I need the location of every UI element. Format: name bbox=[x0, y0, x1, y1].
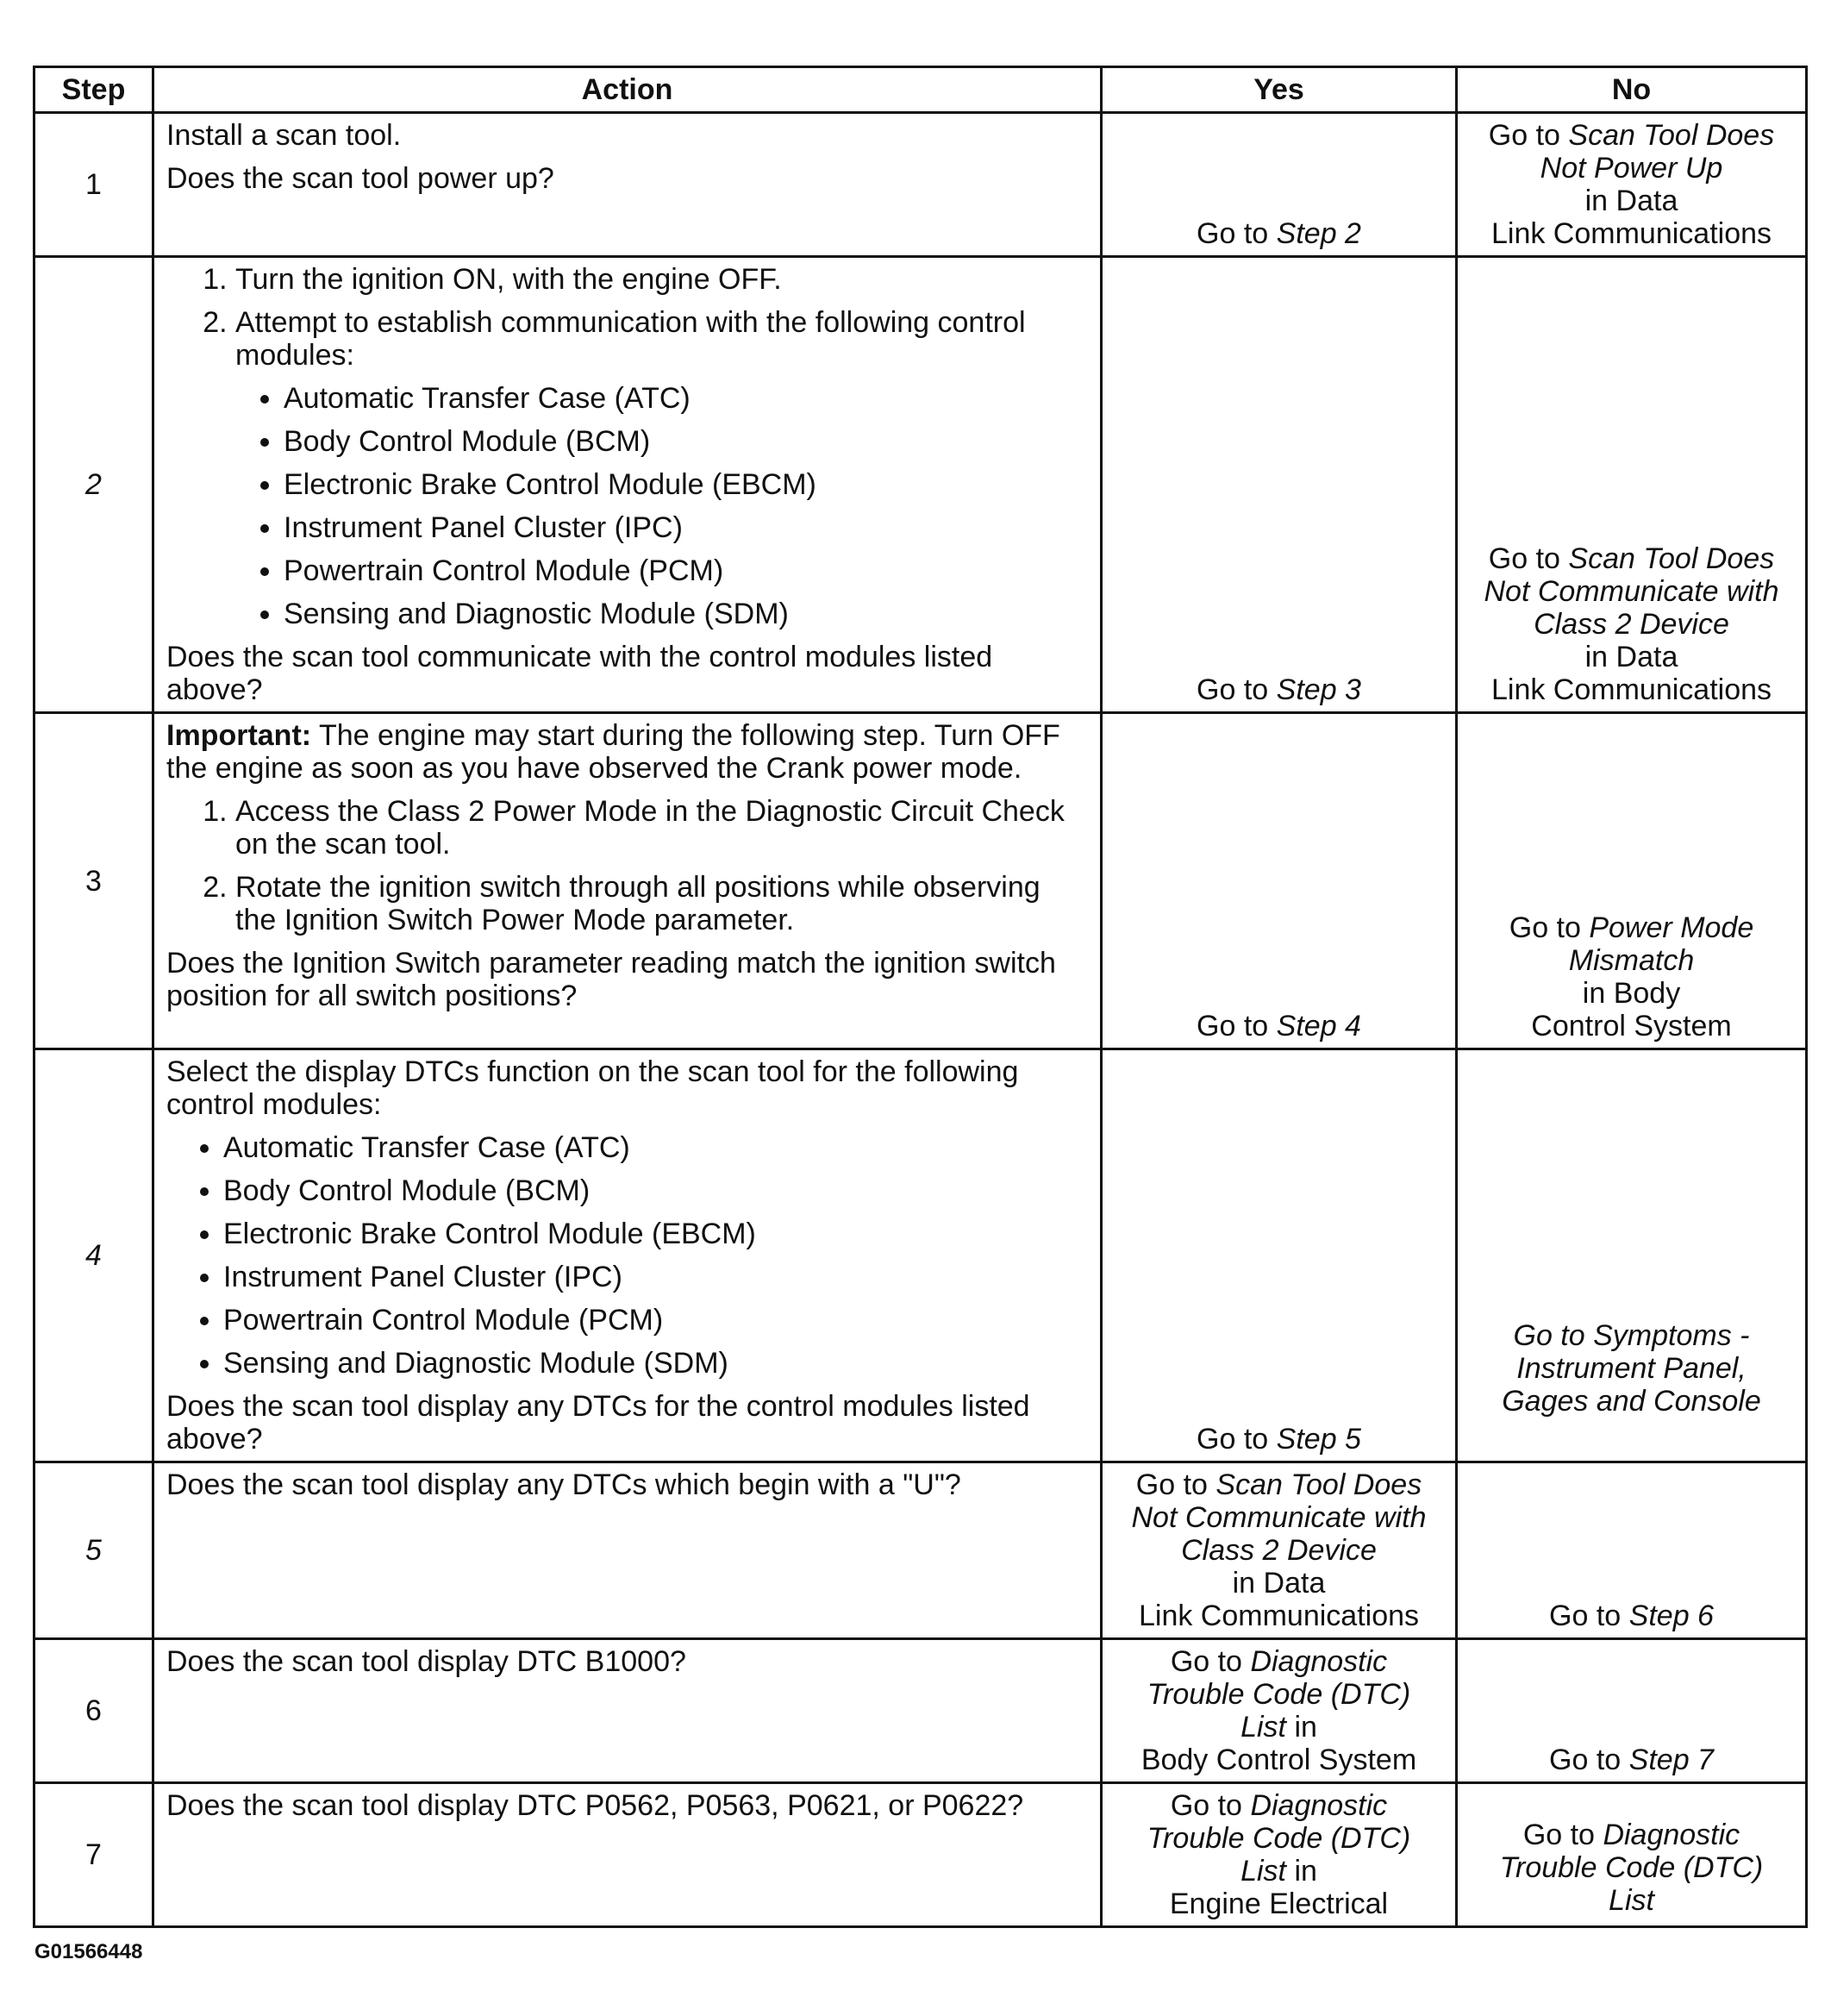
reference-section: Link Communications bbox=[1490, 217, 1772, 250]
table-row bbox=[34, 1462, 1807, 1639]
reference-link[interactable]: Class 2 Device bbox=[1534, 608, 1729, 641]
no-cell bbox=[1457, 1783, 1807, 1927]
action-cell bbox=[153, 257, 1102, 713]
reference-link[interactable]: Class 2 Device bbox=[1181, 1534, 1377, 1567]
action-cell bbox=[153, 1783, 1102, 1927]
procedure-item bbox=[235, 795, 1088, 861]
module-item: • Automatic Transfer Case (ATC) bbox=[284, 382, 1088, 415]
reference-link[interactable]: List bbox=[1609, 1884, 1654, 1917]
no-cell bbox=[1457, 713, 1807, 1049]
goto-prefix: Go to bbox=[1135, 1468, 1208, 1501]
reference-link[interactable]: Instrument Panel, bbox=[1516, 1352, 1747, 1385]
reference-link[interactable]: Scan Tool Does bbox=[1568, 119, 1775, 152]
procedure-item bbox=[235, 871, 1088, 936]
reference-link[interactable]: Power Mode bbox=[1589, 911, 1754, 944]
reference-section: in Data bbox=[1232, 1567, 1326, 1600]
reference-link[interactable]: Diagnostic bbox=[1603, 1819, 1740, 1851]
goto-prefix: Go to bbox=[1197, 1423, 1269, 1456]
action-cell bbox=[153, 113, 1102, 257]
reference-section: Body Control System bbox=[1140, 1744, 1417, 1776]
action-question: Does the scan tool display any DTCs for the control modules listed above? bbox=[166, 1390, 1030, 1456]
module-item: • Instrument Panel Cluster (IPC) bbox=[223, 1261, 1088, 1293]
no-cell bbox=[1457, 1462, 1807, 1639]
header-row bbox=[34, 67, 1807, 113]
reference-link[interactable]: Trouble Code (DTC) bbox=[1499, 1851, 1764, 1884]
reference-link[interactable]: Mismatch bbox=[1568, 944, 1695, 977]
important-label: Important: bbox=[166, 719, 312, 752]
reference-link[interactable]: Symptoms - bbox=[1593, 1319, 1750, 1352]
reference-link[interactable]: List bbox=[1240, 1711, 1286, 1744]
procedure-text: Attempt to establish communication with the following control modules: bbox=[235, 306, 1026, 372]
header-step: Step bbox=[34, 67, 153, 113]
module-list bbox=[166, 1131, 1088, 1380]
step-number: 7 bbox=[34, 1783, 153, 1927]
procedure-item bbox=[235, 263, 1088, 296]
reference-section: in Data bbox=[1584, 185, 1678, 217]
goto-prefix: Go to bbox=[1197, 1010, 1269, 1042]
reference-link[interactable]: Trouble Code (DTC) bbox=[1147, 1678, 1411, 1711]
module-item: • Instrument Panel Cluster (IPC) bbox=[284, 511, 1088, 544]
step-link[interactable]: Step 2 bbox=[1276, 217, 1361, 250]
reference-section: in bbox=[1294, 1855, 1317, 1888]
table-row bbox=[34, 1783, 1807, 1927]
procedure-text: Turn the ignition ON, with the engine OFF. bbox=[235, 263, 782, 296]
goto-prefix: Go to bbox=[1197, 673, 1269, 706]
goto-prefix: Go to bbox=[1197, 217, 1269, 250]
reference-link[interactable]: Scan Tool Does bbox=[1568, 542, 1775, 575]
module-item: • Powertrain Control Module (PCM) bbox=[223, 1304, 1088, 1337]
important-note bbox=[166, 719, 1088, 785]
action-text: Select the display DTCs function on the scan tool for the following control modules: bbox=[166, 1055, 1019, 1121]
reference-link[interactable]: Not Communicate with bbox=[1484, 575, 1779, 608]
goto-prefix: Go to bbox=[1488, 119, 1560, 152]
table-row bbox=[34, 1049, 1807, 1462]
module-item: • Powertrain Control Module (PCM) bbox=[284, 554, 1088, 587]
reference-section: Link Communications bbox=[1490, 673, 1772, 706]
reference-link[interactable]: Scan Tool Does bbox=[1215, 1468, 1422, 1501]
action-question: Does the scan tool communicate with the control modules listed above? bbox=[166, 641, 993, 706]
step-number: 6 bbox=[34, 1639, 153, 1783]
no-cell bbox=[1457, 1049, 1807, 1462]
reference-section: in Data bbox=[1584, 641, 1678, 673]
procedure-item bbox=[235, 306, 1088, 630]
reference-link[interactable]: Not Communicate with bbox=[1131, 1501, 1427, 1534]
figure-id: G01566448 bbox=[34, 1940, 143, 1963]
procedure-list bbox=[166, 795, 1088, 936]
procedure-text: Rotate the ignition switch through all positions while observing the Ignition Switch Power Mode parameter. bbox=[235, 871, 1040, 936]
reference-link[interactable]: List bbox=[1240, 1855, 1286, 1888]
module-item: • Automatic Transfer Case (ATC) bbox=[223, 1131, 1088, 1164]
goto-prefix: Go to bbox=[1513, 1319, 1585, 1352]
module-item: • Electronic Brake Control Module (EBCM) bbox=[223, 1218, 1088, 1250]
step-number: 3 bbox=[34, 713, 153, 1049]
goto-prefix: Go to bbox=[1549, 1600, 1622, 1632]
action-question: Does the scan tool power up? bbox=[166, 162, 554, 195]
yes-cell bbox=[1102, 1049, 1457, 1462]
reference-link[interactable]: Not Power Up bbox=[1540, 152, 1723, 185]
reference-section: Control System bbox=[1531, 1010, 1732, 1042]
reference-section: Link Communications bbox=[1138, 1600, 1420, 1632]
action-question: Does the Ignition Switch parameter reading match the ignition switch position for all switch positions? bbox=[166, 947, 1056, 1012]
yes-cell bbox=[1102, 257, 1457, 713]
module-item: • Sensing and Diagnostic Module (SDM) bbox=[284, 598, 1088, 630]
step-number: 1 bbox=[34, 113, 153, 257]
module-item: • Body Control Module (BCM) bbox=[284, 425, 1088, 458]
yes-cell bbox=[1102, 113, 1457, 257]
reference-link[interactable]: Trouble Code (DTC) bbox=[1147, 1822, 1411, 1855]
procedure-list bbox=[166, 263, 1088, 630]
yes-cell bbox=[1102, 1783, 1457, 1927]
yes-cell bbox=[1102, 1462, 1457, 1639]
reference-link[interactable]: Gages and Console bbox=[1502, 1385, 1761, 1418]
header-no: No bbox=[1457, 67, 1807, 113]
reference-section: Engine Electrical bbox=[1169, 1888, 1389, 1920]
table-row bbox=[34, 257, 1807, 713]
header-yes: Yes bbox=[1102, 67, 1457, 113]
table-row bbox=[34, 1639, 1807, 1783]
module-item: • Electronic Brake Control Module (EBCM) bbox=[284, 468, 1088, 501]
procedure-text: Access the Class 2 Power Mode in the Diagnostic Circuit Check on the scan tool. bbox=[235, 795, 1065, 861]
action-question: Does the scan tool display DTC P0562, P0563, P0621, or P0622? bbox=[166, 1789, 1024, 1822]
yes-cell bbox=[1102, 1639, 1457, 1783]
action-cell bbox=[153, 1049, 1102, 1462]
goto-prefix: Go to bbox=[1488, 542, 1560, 575]
goto-prefix: Go to bbox=[1509, 911, 1581, 944]
action-cell bbox=[153, 713, 1102, 1049]
step-link[interactable]: Step 4 bbox=[1276, 1010, 1361, 1042]
header-action: Action bbox=[153, 67, 1102, 113]
goto-prefix: Go to bbox=[1170, 1645, 1242, 1678]
no-cell bbox=[1457, 1639, 1807, 1783]
action-question: Does the scan tool display DTC B1000? bbox=[166, 1645, 686, 1678]
goto-prefix: Go to bbox=[1170, 1789, 1242, 1822]
module-item: • Body Control Module (BCM) bbox=[223, 1174, 1088, 1207]
important-text: The engine may start during the following step. Turn OFF the engine as soon as you have observed the Crank power mode. bbox=[166, 719, 1060, 785]
no-cell bbox=[1457, 113, 1807, 257]
no-cell bbox=[1457, 257, 1807, 713]
step-link[interactable]: Step 7 bbox=[1628, 1744, 1714, 1776]
table-row bbox=[34, 713, 1807, 1049]
reference-section: in Body bbox=[1582, 977, 1681, 1010]
action-question: Does the scan tool display any DTCs which begin with a "U"? bbox=[166, 1468, 961, 1501]
reference-link[interactable]: Diagnostic bbox=[1250, 1645, 1388, 1678]
step-link[interactable]: Step 5 bbox=[1276, 1423, 1361, 1456]
action-cell bbox=[153, 1462, 1102, 1639]
action-cell bbox=[153, 1639, 1102, 1783]
step-link[interactable]: Step 3 bbox=[1276, 673, 1361, 706]
goto-prefix: Go to bbox=[1522, 1819, 1595, 1851]
step-number: 2 bbox=[34, 257, 153, 713]
diagnostic-table bbox=[33, 66, 1808, 1928]
reference-section: in bbox=[1294, 1711, 1317, 1744]
step-link[interactable]: Step 6 bbox=[1628, 1600, 1714, 1632]
step-number: 4 bbox=[34, 1049, 153, 1462]
goto-prefix: Go to bbox=[1549, 1744, 1622, 1776]
table-row bbox=[34, 113, 1807, 257]
yes-cell bbox=[1102, 713, 1457, 1049]
module-item: • Sensing and Diagnostic Module (SDM) bbox=[223, 1347, 1088, 1380]
reference-link[interactable]: Diagnostic bbox=[1250, 1789, 1388, 1822]
step-number: 5 bbox=[34, 1462, 153, 1639]
module-list bbox=[235, 382, 1088, 630]
action-text: Install a scan tool. bbox=[166, 119, 402, 152]
